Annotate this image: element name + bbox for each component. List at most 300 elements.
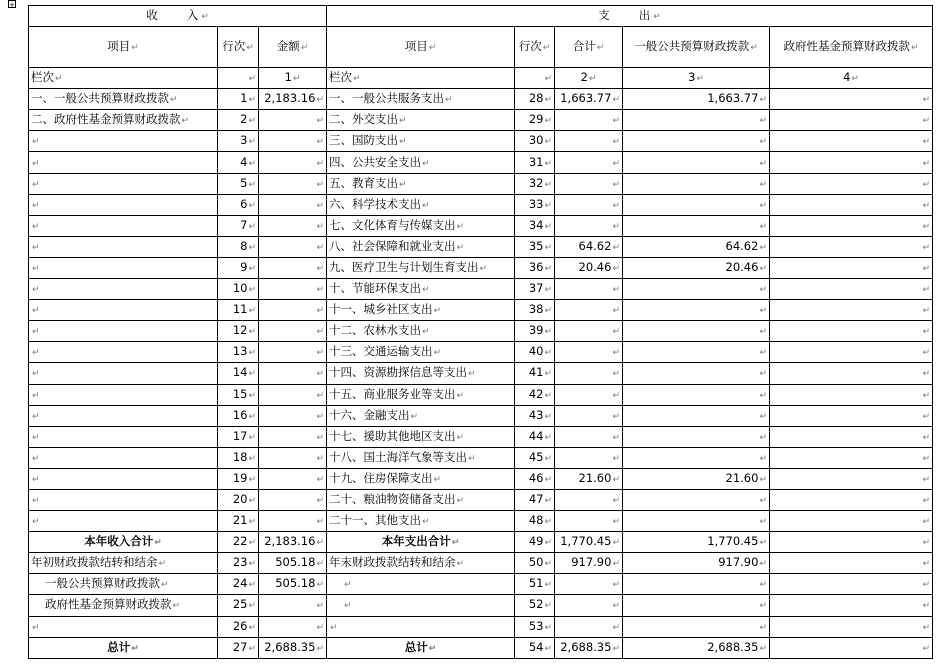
cell-end-mark: ↵ — [922, 390, 931, 401]
cell-end-mark: ↵ — [248, 369, 256, 380]
income-item-cell: 本年收入合计↵ — [29, 532, 218, 553]
cell-end-mark: ↵ — [612, 601, 620, 612]
expense-item-cell: 四、公共安全支出↵ — [327, 152, 515, 173]
income-amount-cell — [259, 236, 327, 257]
expense-total-cell: 1,770.45↵ — [555, 532, 623, 553]
fund-budget-cell — [770, 595, 933, 616]
fund-budget-cell — [770, 426, 933, 447]
expense-line-no-cell: 49↵ — [515, 532, 555, 553]
table-row — [29, 194, 933, 215]
expense-item-cell: 十五、商业服务业等支出↵ — [327, 384, 515, 405]
cell-end-mark: ↵ — [612, 221, 620, 232]
cell-end-mark: ↵ — [32, 306, 40, 317]
general-budget-cell — [623, 173, 770, 194]
fiscal-budget-table — [28, 5, 933, 659]
income-line-no-cell: 10↵ — [218, 279, 259, 300]
cell-end-mark: ↵ — [248, 179, 256, 190]
expense-line-no-cell: 40↵ — [515, 342, 555, 363]
cell-end-mark: ↵ — [248, 348, 256, 359]
cell-end-mark: ↵ — [612, 559, 620, 570]
expense-line-no-cell: 45↵ — [515, 447, 555, 468]
cell-end-mark: ↵ — [759, 517, 767, 528]
cell-end-mark: ↵ — [248, 116, 256, 127]
income-amount-cell — [259, 342, 327, 363]
cell-end-mark: ↵ — [759, 580, 767, 591]
cell-end-mark: ↵ — [544, 369, 552, 380]
income-section-header: 收 入↵ — [29, 6, 327, 27]
income-line-no-cell: 25↵ — [218, 595, 259, 616]
cell-end-mark: ↵ — [922, 580, 931, 591]
header-expense-item: 项目↵ — [327, 27, 515, 68]
header-general-budget: 一般公共预算财政拨款↵ — [623, 27, 770, 68]
expense-item-cell: 十七、援助其他地区支出↵ — [327, 426, 515, 447]
fund-budget-cell — [770, 553, 933, 574]
income-item-cell — [29, 447, 218, 468]
fund-budget-cell — [770, 363, 933, 384]
fund-budget-cell — [770, 215, 933, 236]
cell-end-mark: ↵ — [316, 496, 324, 507]
cell-end-mark: ↵ — [154, 538, 162, 549]
cell-end-mark: ↵ — [759, 369, 767, 380]
general-budget-cell: 21.60↵ — [623, 468, 770, 489]
expense-item-cell: 一、一般公共服务支出↵ — [327, 89, 515, 110]
fund-budget-cell — [770, 574, 933, 595]
fund-budget-cell — [770, 173, 933, 194]
income-amount-cell — [259, 194, 327, 215]
cell-end-mark: ↵ — [32, 432, 40, 443]
expense-total-cell — [555, 194, 623, 215]
cell-end-mark: ↵ — [759, 453, 767, 464]
table-row — [29, 489, 933, 510]
income-line-no-cell: 16↵ — [218, 405, 259, 426]
income-item-cell — [29, 173, 218, 194]
column-number-row — [29, 68, 933, 89]
fund-budget-cell — [770, 89, 933, 110]
general-budget-cell: 20.46↵ — [623, 257, 770, 278]
cell-end-mark: ↵ — [544, 348, 552, 359]
cell-end-mark: ↵ — [316, 179, 324, 190]
income-line-no-cell: 17↵ — [218, 426, 259, 447]
cell-end-mark: ↵ — [612, 285, 620, 296]
income-item-cell — [29, 342, 218, 363]
table-row — [29, 110, 933, 131]
cell-end-mark: ↵ — [612, 95, 620, 106]
cell-end-mark: ↵ — [544, 496, 552, 507]
expense-line-no-cell: 31↵ — [515, 152, 555, 173]
income-item-cell — [29, 616, 218, 637]
cell-end-mark: ↵ — [248, 643, 256, 654]
general-budget-cell — [623, 489, 770, 510]
general-budget-cell — [623, 215, 770, 236]
cell-end-mark: ↵ — [172, 601, 181, 612]
cell-end-mark: ↵ — [544, 137, 552, 148]
income-line-no-cell: 5↵ — [218, 173, 259, 194]
general-budget-cell — [623, 342, 770, 363]
general-budget-cell — [623, 363, 770, 384]
fund-budget-cell — [770, 152, 933, 173]
expense-line-no-cell: 33↵ — [515, 194, 555, 215]
cell-end-mark: ↵ — [316, 306, 324, 317]
cell-end-mark: ↵ — [612, 306, 620, 317]
general-budget-cell — [623, 279, 770, 300]
fund-budget-cell — [770, 300, 933, 321]
expense-total-cell: 1,663.77↵ — [555, 89, 623, 110]
cell-end-mark: ↵ — [612, 116, 620, 127]
col-num-total: 2↵ — [555, 68, 623, 89]
cell-end-mark: ↵ — [344, 601, 352, 612]
cell-end-mark: ↵ — [316, 348, 324, 359]
cell-end-mark: ↵ — [544, 242, 552, 253]
expense-item-cell: 十四、资源勘探信息等支出↵ — [327, 363, 515, 384]
cell-end-mark: ↵ — [248, 137, 256, 148]
income-line-no-cell: 22↵ — [218, 532, 259, 553]
cell-end-mark: ↵ — [544, 116, 552, 127]
expense-total-cell: 2,688.35↵ — [555, 637, 623, 658]
cell-end-mark: ↵ — [922, 622, 931, 633]
table-row — [29, 384, 933, 405]
fund-budget-cell — [770, 468, 933, 489]
cell-end-mark: ↵ — [612, 538, 620, 549]
table-row — [29, 426, 933, 447]
income-line-no-cell: 23↵ — [218, 553, 259, 574]
cell-end-mark: ↵ — [456, 242, 465, 253]
cell-end-mark: ↵ — [316, 453, 324, 464]
expense-item-cell: 九、医疗卫生与计划生育支出↵ — [327, 257, 515, 278]
cell-end-mark: ↵ — [316, 601, 324, 612]
cell-end-mark: ↵ — [759, 622, 767, 633]
general-budget-cell — [623, 426, 770, 447]
cell-end-mark: ↵ — [759, 221, 767, 232]
cell-end-mark: ↵ — [32, 411, 40, 422]
expense-item-cell: 十、节能环保支出↵ — [327, 279, 515, 300]
cell-end-mark: ↵ — [399, 179, 407, 190]
cell-end-mark: ↵ — [456, 432, 465, 443]
expense-line-no-cell: 37↵ — [515, 279, 555, 300]
cell-end-mark: ↵ — [759, 411, 767, 422]
expense-total-cell — [555, 574, 623, 595]
cell-end-mark: ↵ — [544, 538, 552, 549]
cell-end-mark: ↵ — [544, 285, 552, 296]
cell-end-mark: ↵ — [248, 432, 256, 443]
cell-end-mark: ↵ — [922, 285, 931, 296]
header-income-item: 项目↵ — [29, 27, 218, 68]
table-row — [29, 447, 933, 468]
cell-end-mark: ↵ — [316, 116, 324, 127]
income-amount-cell — [259, 468, 327, 489]
cell-end-mark: ↵ — [544, 411, 552, 422]
cell-end-mark: ↵ — [544, 221, 552, 232]
general-budget-cell — [623, 595, 770, 616]
income-line-no-cell: 11↵ — [218, 300, 259, 321]
income-item-cell: 一般公共预算财政拨款↵ — [29, 574, 218, 595]
general-budget-cell — [623, 511, 770, 532]
cell-end-mark: ↵ — [759, 95, 767, 106]
expense-item-cell: 二十一、其他支出↵ — [327, 511, 515, 532]
expense-total-cell — [555, 131, 623, 152]
cell-end-mark: ↵ — [32, 622, 40, 633]
cell-end-mark: ↵ — [759, 116, 767, 127]
expense-line-no-cell: 32↵ — [515, 173, 555, 194]
table-row — [29, 257, 933, 278]
col-num-empty: ↵ — [515, 68, 555, 89]
cell-end-mark: ↵ — [456, 496, 465, 507]
cell-end-mark: ↵ — [330, 622, 338, 633]
fund-budget-cell — [770, 616, 933, 637]
expense-line-no-cell: 44↵ — [515, 426, 555, 447]
table-move-handle[interactable]: + — [9, 1, 15, 9]
cell-end-mark: ↵ — [544, 95, 552, 106]
income-item-cell: 年初财政拨款结转和结余↵ — [29, 553, 218, 574]
income-amount-cell: 505.18↵ — [259, 553, 327, 574]
income-amount-cell: 2,183.16↵ — [259, 532, 327, 553]
cell-end-mark: ↵ — [32, 285, 40, 296]
expense-line-no-cell: 41↵ — [515, 363, 555, 384]
income-amount-cell — [259, 489, 327, 510]
general-budget-cell — [623, 574, 770, 595]
income-amount-cell — [259, 173, 327, 194]
cell-end-mark: ↵ — [316, 622, 324, 633]
cell-end-mark: ↵ — [422, 285, 430, 296]
cell-end-mark: ↵ — [612, 158, 620, 169]
income-amount-cell — [259, 131, 327, 152]
cell-end-mark: ↵ — [32, 496, 40, 507]
table-row — [29, 300, 933, 321]
col-num-empty: ↵ — [218, 68, 259, 89]
cell-end-mark: ↵ — [181, 116, 190, 127]
expense-item-cell: 总计↵ — [327, 637, 515, 658]
income-line-no-cell: 20↵ — [218, 489, 259, 510]
cell-end-mark: ↵ — [922, 95, 931, 106]
cell-end-mark: ↵ — [922, 327, 931, 338]
income-item-cell — [29, 363, 218, 384]
income-item-cell — [29, 489, 218, 510]
cell-end-mark: ↵ — [316, 263, 324, 274]
cell-end-mark: ↵ — [433, 348, 442, 359]
cell-end-mark: ↵ — [248, 263, 256, 274]
cell-end-mark: ↵ — [612, 242, 620, 253]
income-amount-cell — [259, 300, 327, 321]
cell-end-mark: ↵ — [316, 432, 324, 443]
income-line-no-cell: 21↵ — [218, 511, 259, 532]
expense-item-cell: 年末财政拨款结转和结余↵ — [327, 553, 515, 574]
expense-line-no-cell: 34↵ — [515, 215, 555, 236]
cell-end-mark: ↵ — [544, 306, 552, 317]
income-amount-cell — [259, 511, 327, 532]
cell-end-mark: ↵ — [248, 601, 256, 612]
cell-end-mark: ↵ — [612, 390, 620, 401]
table-row — [29, 468, 933, 489]
cell-end-mark: ↵ — [612, 643, 620, 654]
general-budget-cell: 1,770.45↵ — [623, 532, 770, 553]
header-income-amount: 金额↵ — [259, 27, 327, 68]
cell-end-mark: ↵ — [544, 643, 552, 654]
col-num-fund: 4↵ — [770, 68, 933, 89]
cell-end-mark: ↵ — [759, 643, 767, 654]
expense-total-cell — [555, 110, 623, 131]
cell-end-mark: ↵ — [612, 179, 620, 190]
cell-end-mark: ↵ — [544, 580, 552, 591]
fund-budget-cell — [770, 131, 933, 152]
income-item-cell — [29, 131, 218, 152]
expense-line-no-cell: 50↵ — [515, 553, 555, 574]
header-income-line-no: 行次↵ — [218, 27, 259, 68]
income-line-no-cell: 18↵ — [218, 447, 259, 468]
cell-end-mark: ↵ — [759, 559, 767, 570]
income-amount-cell — [259, 152, 327, 173]
cell-end-mark: ↵ — [759, 179, 767, 190]
expense-total-cell — [555, 426, 623, 447]
income-amount-cell — [259, 110, 327, 131]
cell-end-mark: ↵ — [248, 306, 256, 317]
cell-end-mark: ↵ — [316, 390, 324, 401]
income-item-cell: 二、政府性基金预算财政拨款↵ — [29, 110, 218, 131]
expense-line-no-cell: 46↵ — [515, 468, 555, 489]
expense-line-no-cell: 47↵ — [515, 489, 555, 510]
table-row — [29, 637, 933, 658]
income-line-no-cell: 2↵ — [218, 110, 259, 131]
cell-end-mark: ↵ — [922, 221, 931, 232]
cell-end-mark: ↵ — [922, 306, 931, 317]
expense-item-cell: 二十、粮油物资储备支出↵ — [327, 489, 515, 510]
cell-end-mark: ↵ — [316, 221, 324, 232]
expense-line-no-cell: 43↵ — [515, 405, 555, 426]
cell-end-mark: ↵ — [248, 496, 256, 507]
cell-end-mark: ↵ — [445, 95, 453, 106]
cell-end-mark: ↵ — [451, 538, 460, 549]
cell-end-mark: ↵ — [759, 538, 767, 549]
expense-item-cell: 六、科学技术支出↵ — [327, 194, 515, 215]
cell-end-mark: ↵ — [422, 327, 430, 338]
general-budget-cell — [623, 405, 770, 426]
cell-end-mark: ↵ — [32, 200, 40, 211]
cell-end-mark: ↵ — [612, 369, 620, 380]
table-row — [29, 553, 933, 574]
cell-end-mark: ↵ — [922, 242, 931, 253]
expense-line-no-cell: 30↵ — [515, 131, 555, 152]
fund-budget-cell — [770, 110, 933, 131]
cell-end-mark: ↵ — [32, 158, 40, 169]
header-expense-total: 合计↵ — [555, 27, 623, 68]
header-fund-budget: 政府性基金预算财政拨款↵ — [770, 27, 933, 68]
general-budget-cell — [623, 110, 770, 131]
table-row — [29, 152, 933, 173]
expense-item-cell — [327, 595, 515, 616]
cell-end-mark: ↵ — [344, 580, 352, 591]
cell-end-mark: ↵ — [32, 348, 40, 359]
expense-total-cell — [555, 173, 623, 194]
cell-end-mark: ↵ — [32, 327, 40, 338]
cell-end-mark: ↵ — [248, 474, 256, 485]
income-line-no-cell: 4↵ — [218, 152, 259, 173]
fund-budget-cell — [770, 194, 933, 215]
expense-line-no-cell: 54↵ — [515, 637, 555, 658]
expense-item-cell: 五、教育支出↵ — [327, 173, 515, 194]
expense-total-cell: 64.62↵ — [555, 236, 623, 257]
income-line-no-cell: 7↵ — [218, 215, 259, 236]
table-row — [29, 236, 933, 257]
fund-budget-cell — [770, 279, 933, 300]
cell-end-mark: ↵ — [922, 474, 931, 485]
expense-total-cell — [555, 300, 623, 321]
cell-end-mark: ↵ — [612, 453, 620, 464]
table-row — [29, 131, 933, 152]
expense-item-cell: 十二、农林水支出↵ — [327, 321, 515, 342]
income-amount-cell — [259, 321, 327, 342]
fund-budget-cell — [770, 321, 933, 342]
cell-end-mark: ↵ — [922, 411, 931, 422]
cell-end-mark: ↵ — [32, 263, 40, 274]
column-header-row — [29, 27, 933, 68]
cell-end-mark: ↵ — [922, 263, 931, 274]
expense-item-cell: 十三、交通运输支出↵ — [327, 342, 515, 363]
fund-budget-cell — [770, 489, 933, 510]
income-amount-cell: 2,688.35↵ — [259, 637, 327, 658]
cell-end-mark: ↵ — [422, 200, 430, 211]
expense-total-cell — [555, 511, 623, 532]
cell-end-mark: ↵ — [316, 327, 324, 338]
cell-end-mark: ↵ — [612, 622, 620, 633]
cell-end-mark: ↵ — [544, 432, 552, 443]
income-amount-cell — [259, 595, 327, 616]
cell-end-mark: ↵ — [316, 200, 324, 211]
income-line-no-cell: 6↵ — [218, 194, 259, 215]
income-item-cell — [29, 426, 218, 447]
income-amount-cell — [259, 215, 327, 236]
cell-end-mark: ↵ — [759, 327, 767, 338]
expense-line-no-cell: 35↵ — [515, 236, 555, 257]
income-amount-cell — [259, 257, 327, 278]
general-budget-cell — [623, 321, 770, 342]
income-amount-cell — [259, 384, 327, 405]
fund-budget-cell — [770, 257, 933, 278]
cell-end-mark: ↵ — [32, 221, 40, 232]
cell-end-mark: ↵ — [248, 242, 256, 253]
income-amount-cell — [259, 363, 327, 384]
income-line-no-cell: 27↵ — [218, 637, 259, 658]
expense-item-cell: 十九、住房保障支出↵ — [327, 468, 515, 489]
expense-line-no-cell: 39↵ — [515, 321, 555, 342]
fund-budget-cell — [770, 236, 933, 257]
cell-end-mark: ↵ — [759, 137, 767, 148]
fund-budget-cell — [770, 342, 933, 363]
general-budget-cell: 2,688.35↵ — [623, 637, 770, 658]
cell-end-mark: ↵ — [759, 242, 767, 253]
col-num-label: 栏次↵ — [29, 68, 218, 89]
cell-end-mark: ↵ — [248, 580, 256, 591]
cell-end-mark: ↵ — [32, 369, 40, 380]
cell-end-mark: ↵ — [612, 348, 620, 359]
cell-end-mark: ↵ — [612, 327, 620, 338]
cell-end-mark: ↵ — [316, 411, 324, 422]
cell-end-mark: ↵ — [759, 496, 767, 507]
income-item-cell — [29, 300, 218, 321]
income-item-cell — [29, 279, 218, 300]
cell-end-mark: ↵ — [410, 411, 419, 422]
cell-end-mark: ↵ — [468, 369, 476, 380]
expense-line-no-cell: 36↵ — [515, 257, 555, 278]
income-amount-cell — [259, 447, 327, 468]
table-row — [29, 279, 933, 300]
expense-item-cell — [327, 616, 515, 637]
table-row — [29, 616, 933, 637]
cell-end-mark: ↵ — [456, 559, 465, 570]
cell-end-mark: ↵ — [316, 137, 324, 148]
cell-end-mark: ↵ — [433, 474, 442, 485]
income-line-no-cell: 13↵ — [218, 342, 259, 363]
table-row — [29, 173, 933, 194]
income-item-cell: 总计↵ — [29, 637, 218, 658]
cell-end-mark: ↵ — [612, 200, 620, 211]
